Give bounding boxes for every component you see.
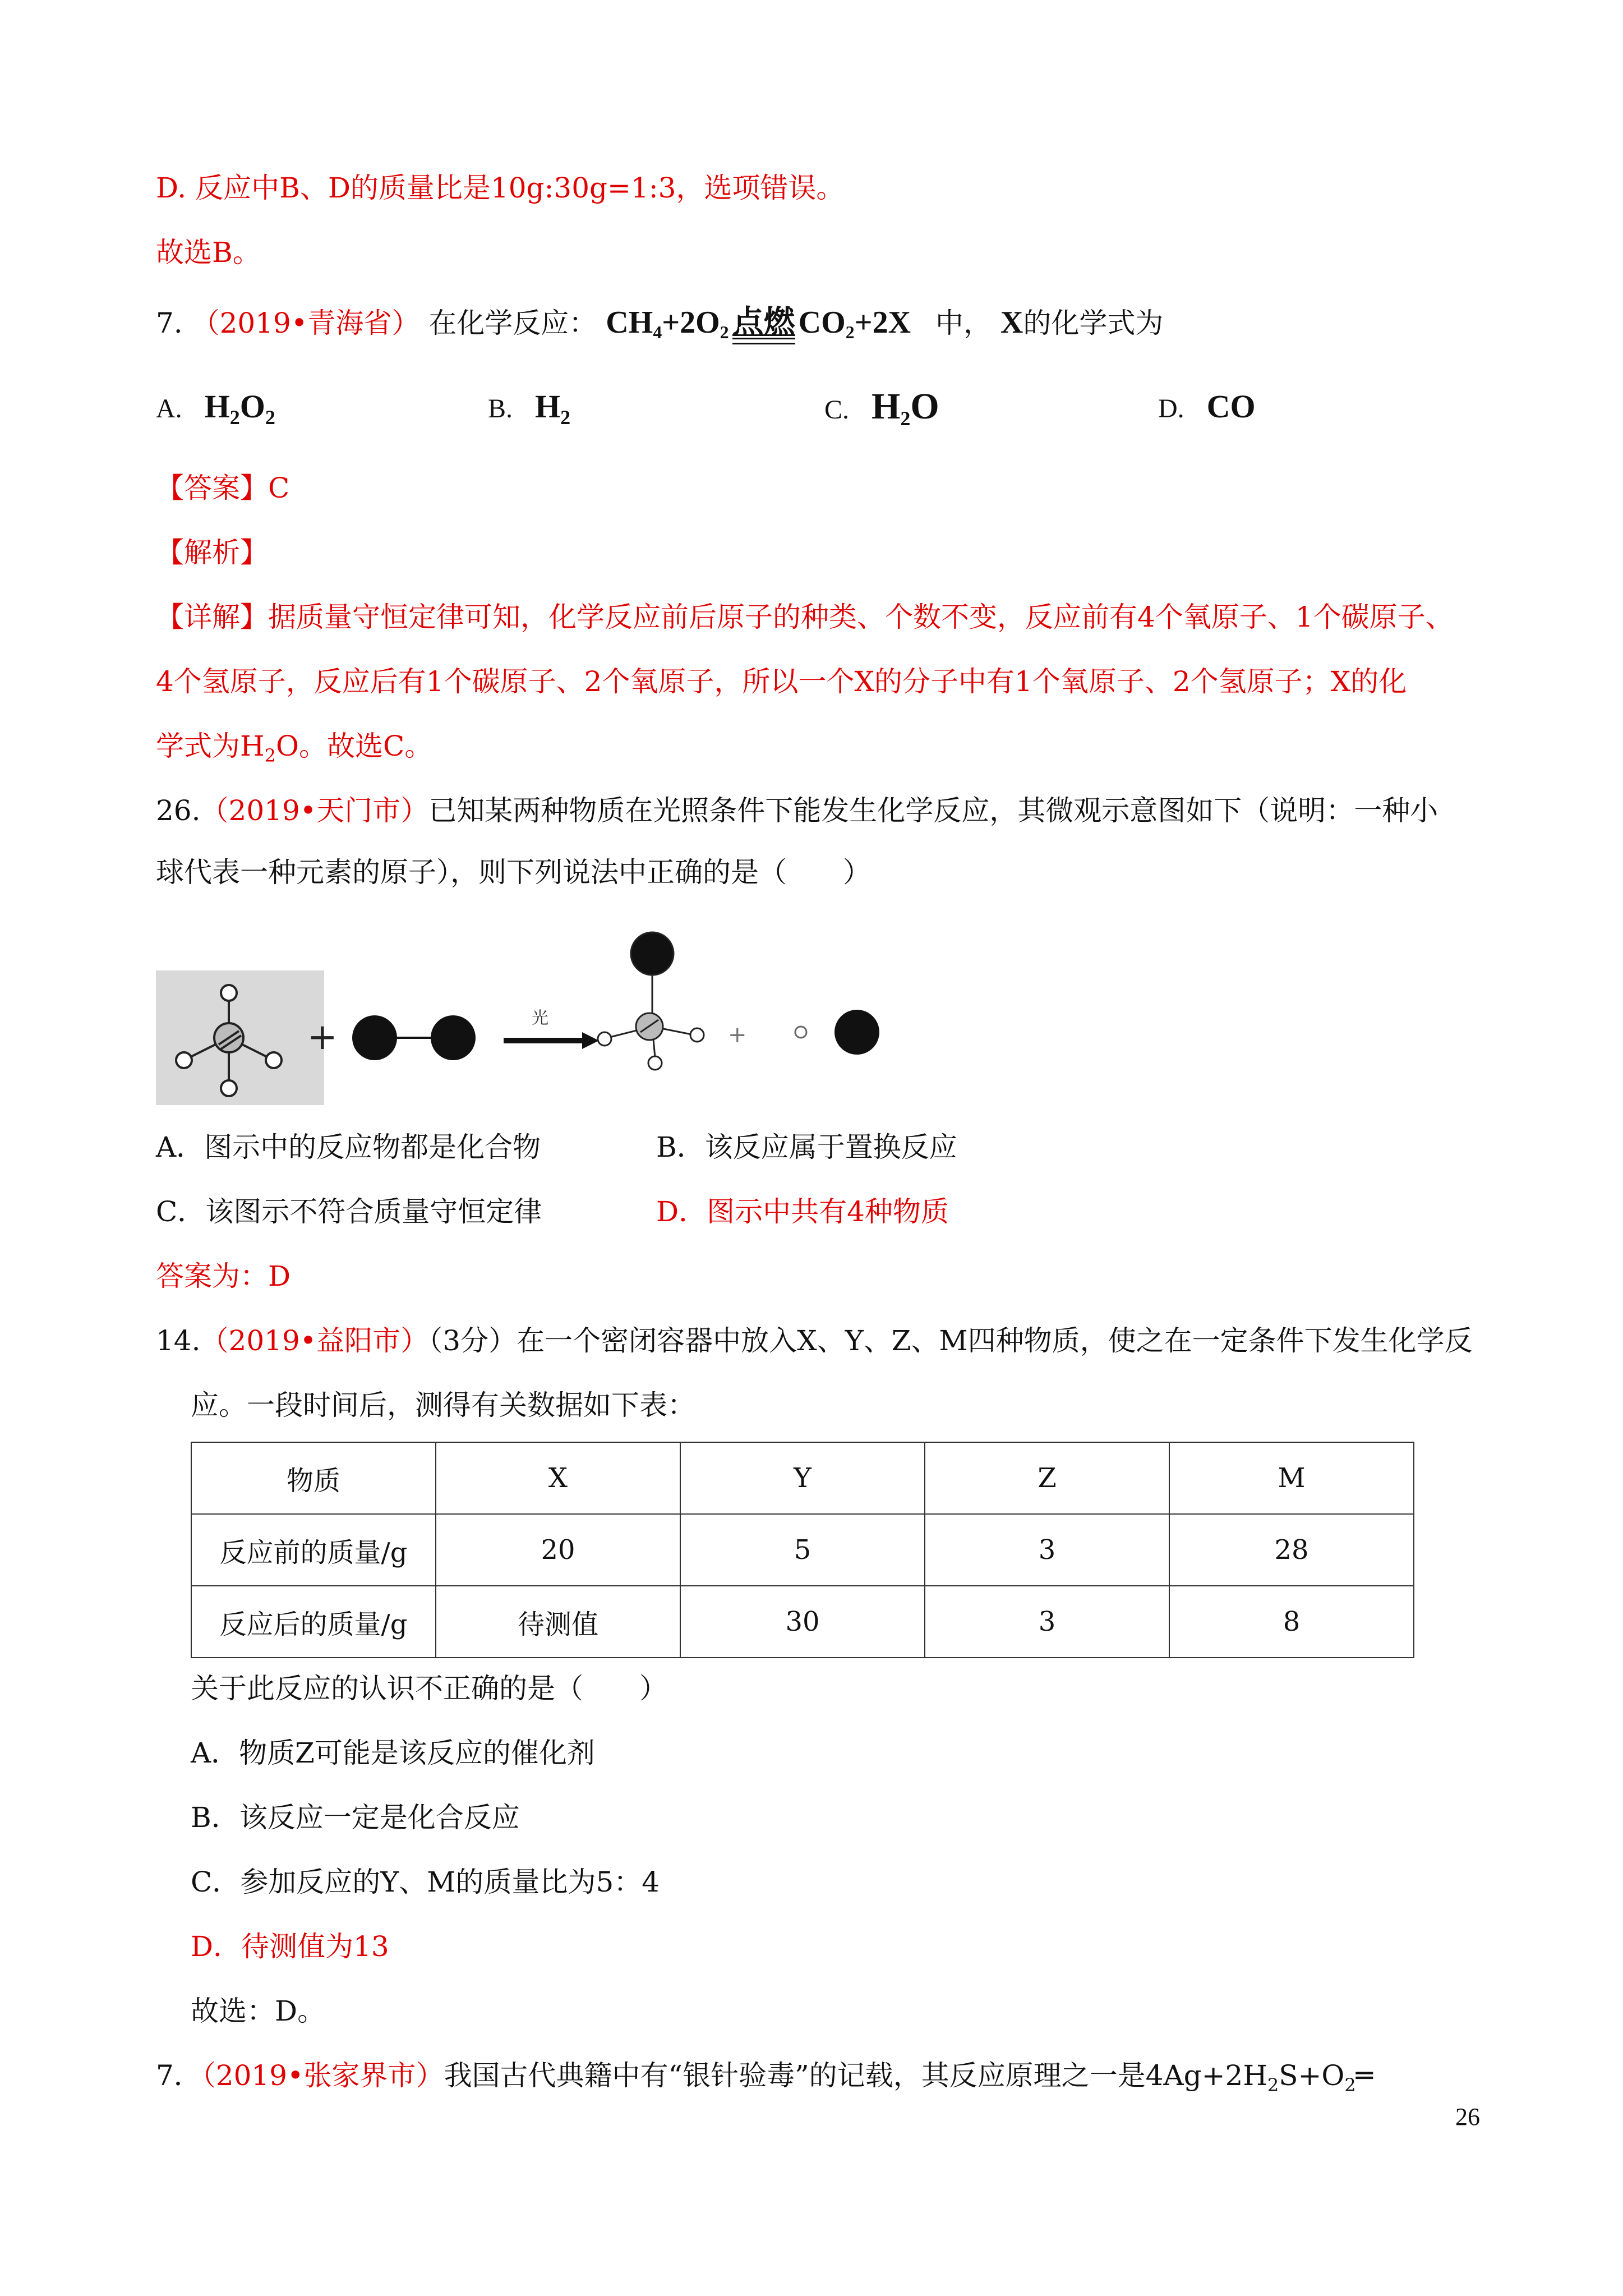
option-c: C．该图示不符合质量守恒定律	[156, 1195, 542, 1228]
reaction-condition: 点燃	[732, 303, 795, 342]
data-table	[191, 1442, 1414, 1658]
question-source: （2019•天门市）	[200, 794, 429, 827]
question-26: 26.（2019•天门市）已知某两种物质在光照条件下能发生化学反应，其微观示意图如下（说明：一种小	[156, 794, 1438, 827]
question-source: （2019•青海省）	[191, 307, 420, 339]
table-cell: 8	[1169, 1586, 1414, 1658]
table-cell: Y	[680, 1442, 925, 1514]
arrow-condition-label: 光	[532, 1009, 548, 1028]
question-14: 14.（2019•益阳市）（3分）在一个密闭容器中放入X、Y、Z、M四种物质，使之在一定条件下发生化学反	[156, 1324, 1473, 1357]
option-b: B. $H_2$	[488, 388, 571, 429]
question-7: 7. （2019•青海省） 在化学反应： $CH_4+2O_2$ 点燃 $CO_2+2X$ 中， X的化学式为	[156, 303, 1163, 352]
question-text: 在化学反应：	[428, 307, 597, 339]
question-text: 应。一段时间后，测得有关数据如下表：	[191, 1389, 695, 1421]
option-d: D. CO	[1158, 388, 1256, 425]
answer-label: 【答案】C	[156, 472, 290, 504]
molecular-reaction-diagram	[156, 920, 885, 1105]
question-7b: 7．（2019•张家界市）我国古代典籍中有“银针验毒”的记载，其反应原理之一是$4Ag+2H_2S+O_2═$	[156, 2059, 1373, 2096]
chemical-equation: $CH_4+2O_2$ 点燃 $CO_2+2X$	[606, 305, 919, 340]
table-cell: 28	[1169, 1514, 1414, 1586]
question-text: 球代表一种元素的原子），则下列说法中正确的是（ ）	[156, 856, 871, 889]
table-cell: M	[1169, 1442, 1414, 1514]
question-text: 关于此反应的认识不正确的是（ ）	[191, 1672, 667, 1705]
chlorine-molecule	[352, 1015, 476, 1060]
table-cell: 5	[680, 1514, 925, 1586]
option-b: B．该反应一定是化合反应	[191, 1801, 520, 1834]
detail-line: 学式为$H_2O$。故选C。	[156, 730, 433, 766]
option-c: C．参加反应的Y、M的质量比为5：4	[191, 1866, 660, 1898]
option-b: B．该反应属于置换反应	[656, 1131, 957, 1163]
plus-sign: +	[307, 1016, 338, 1058]
table-cell: 30	[680, 1586, 925, 1658]
detail-line: 【详解】据质量守恒定律可知，化学反应前后原子的种类、个数不变，反应前有4个氧原子、1个碳原子、	[156, 601, 1454, 633]
reaction-arrow	[504, 1009, 599, 1049]
question-source: （2019•张家界市）	[201, 2059, 444, 2092]
table-header-row	[191, 1442, 1414, 1514]
product-molecule	[598, 932, 704, 1070]
question-number: 7.	[156, 307, 183, 339]
detail-line: 4个氢原子，反应后有1个碳原子、2个氧原子，所以一个X的分子中有1个氧原子、2个氢原子；X的化	[156, 665, 1407, 698]
table-cell: Z	[925, 1442, 1169, 1514]
table-cell: 待测值	[436, 1586, 680, 1658]
option-d: D．待测值为13	[191, 1930, 389, 1963]
table-row	[191, 1586, 1414, 1658]
text-line: 故选B。	[156, 236, 261, 269]
option-c: C. $H_2O$	[824, 386, 939, 430]
hcl-molecule	[795, 1010, 879, 1055]
page-number: 26	[1455, 2103, 1480, 2131]
table-cell: X	[436, 1442, 680, 1514]
text-line: D. 反应中B、D的质量比是10g:30g=1:3，选项错误。	[156, 172, 845, 204]
table-cell: 物质	[191, 1442, 436, 1514]
answer-label: 答案为：D	[156, 1260, 291, 1292]
option-d: D．图示中共有4种物质	[656, 1195, 949, 1228]
question-source: （2019•益阳市）	[200, 1324, 429, 1357]
option-a: A．物质Z可能是该反应的催化剂	[191, 1737, 595, 1769]
analysis-label: 【解析】	[156, 536, 268, 569]
plus-sign: +	[728, 1022, 747, 1048]
option-a: A. $H_2O_2$	[156, 388, 275, 429]
option-a: A．图示中的反应物都是化合物	[156, 1131, 541, 1163]
table-cell: 反应前的质量/g	[191, 1514, 436, 1586]
table-cell: 20	[436, 1514, 680, 1586]
table-cell: 3	[925, 1586, 1169, 1658]
table-row	[191, 1514, 1414, 1586]
answer-label: 故选：D。	[191, 1995, 326, 2027]
table-cell: 3	[925, 1514, 1169, 1586]
table-cell: 反应后的质量/g	[191, 1586, 436, 1658]
